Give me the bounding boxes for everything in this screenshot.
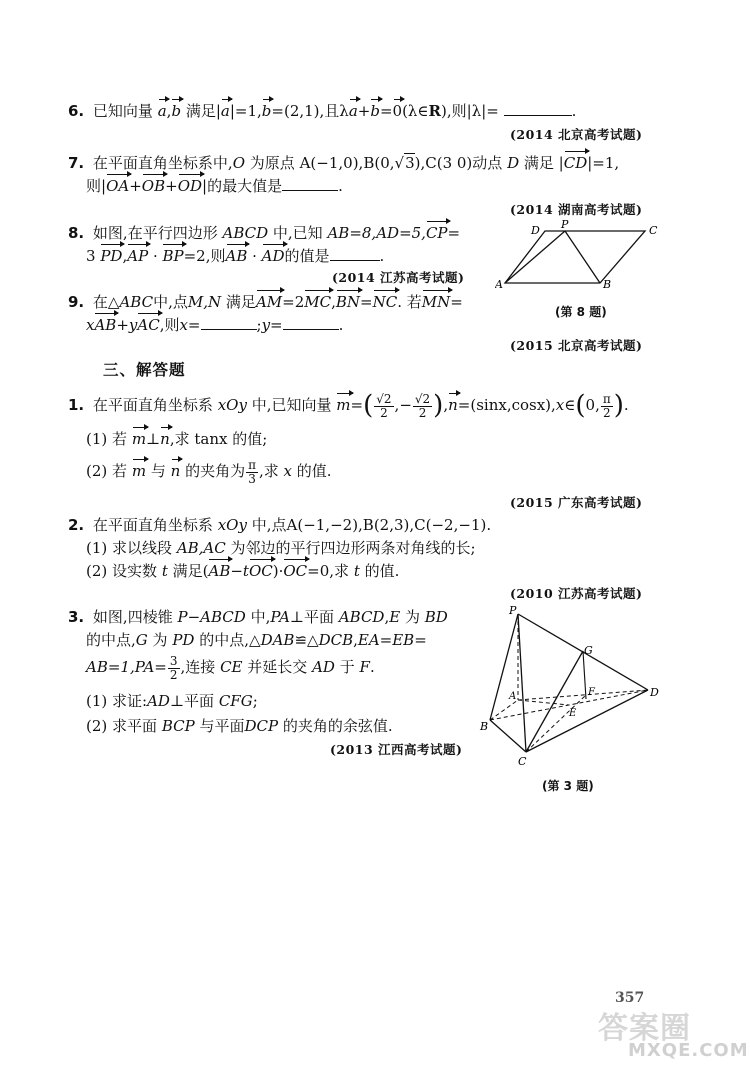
text: . bbox=[338, 316, 344, 334]
denominator: 2 bbox=[418, 405, 427, 420]
text: ; bbox=[252, 692, 258, 710]
vector-pd: PD bbox=[100, 243, 122, 270]
section-heading: 三、解答题 bbox=[103, 361, 186, 379]
problem-source: (2014 北京高考试题) bbox=[510, 127, 643, 142]
text: )· bbox=[272, 562, 284, 580]
fraction bbox=[168, 655, 180, 682]
label-c: C bbox=[518, 755, 527, 768]
problem-number: 6. bbox=[68, 102, 85, 120]
text: CFG bbox=[218, 692, 253, 710]
problem-7-line2: 则|OA+OB+OD|的最大值是 . bbox=[86, 173, 343, 200]
text: ,求 tanx 的值; bbox=[169, 430, 268, 448]
text: 为邻边的平行四边形两条对角线的长; bbox=[230, 539, 476, 557]
text: 则| bbox=[86, 177, 107, 195]
text: =(sinx,cosx), bbox=[457, 396, 556, 414]
text: 满足| bbox=[185, 102, 221, 120]
coord-system: xOy bbox=[217, 396, 247, 414]
text: ,则 bbox=[159, 316, 180, 334]
problem-source: (2010 江苏高考试题) bbox=[510, 586, 643, 601]
text: ≌△ bbox=[294, 631, 319, 649]
problem-number: 9. bbox=[68, 293, 85, 311]
points: M,N bbox=[187, 293, 222, 311]
problem-6: 6. 已知向量 a,b 满足|a|=1,b=(2,1),且λa+b=0(λ∈R),则|λ|= . bbox=[68, 98, 576, 125]
solve-3-q2 bbox=[86, 713, 393, 740]
vector-ap: AP bbox=[127, 243, 148, 270]
problem-source: (2015 广东高考试题) bbox=[510, 495, 643, 510]
text: G bbox=[135, 631, 148, 649]
problem-source: (2014 湖南高考试题) bbox=[510, 202, 643, 217]
edge-pc bbox=[518, 614, 526, 752]
text: A(−1,0),B(0, bbox=[299, 154, 395, 172]
text: = bbox=[447, 224, 461, 242]
text: 在△ bbox=[92, 293, 120, 311]
vector-m: m bbox=[336, 392, 350, 419]
text: (2) 若 bbox=[86, 462, 128, 480]
text: (λ∈ bbox=[402, 102, 429, 120]
point-d: D bbox=[507, 154, 520, 172]
text: |=1, bbox=[587, 154, 620, 172]
text: (1) 求证: bbox=[86, 692, 148, 710]
text: 中,已知 bbox=[272, 224, 323, 242]
text: 为原点 bbox=[249, 154, 295, 172]
text: . bbox=[369, 658, 375, 676]
segment-ap bbox=[505, 231, 565, 283]
denominator: 2 bbox=[380, 405, 388, 420]
text: =2,则 bbox=[183, 247, 226, 265]
vector-a: a bbox=[158, 98, 167, 125]
edge-bc bbox=[490, 720, 526, 752]
edge-ae bbox=[518, 700, 569, 705]
answer-blank[interactable] bbox=[504, 99, 572, 116]
text: ,求 bbox=[258, 462, 279, 480]
text: 的夹角的余弦值. bbox=[282, 717, 393, 735]
text: 在平面直角坐标系 bbox=[92, 516, 213, 534]
text: 的值是 bbox=[284, 247, 330, 265]
vector-cd: CD bbox=[564, 150, 588, 177]
text: 与 bbox=[150, 462, 166, 480]
text: P−ABCD bbox=[177, 608, 246, 626]
problem-7: 7. 在平面直角坐标系中,O 为原点 A(−1,0),B(0,√3),C(3 0)动点 D 满足 |CD|=1, bbox=[68, 150, 619, 177]
text: =2 bbox=[282, 293, 305, 311]
text: AB,AC bbox=[176, 539, 226, 557]
text: AD bbox=[312, 658, 335, 676]
vector-ac: AC bbox=[137, 312, 159, 339]
problem-number: 3. bbox=[68, 608, 85, 626]
text: 3 bbox=[86, 247, 96, 265]
text: ),则|λ|= bbox=[441, 102, 499, 120]
text: 中,点 bbox=[153, 293, 188, 311]
text: A(−1,−2),B(2,3),C(−2,−1). bbox=[286, 516, 492, 534]
solve-3-line3 bbox=[86, 654, 375, 682]
text: ; bbox=[256, 316, 262, 334]
vector-ob: OB bbox=[142, 173, 165, 200]
fraction bbox=[413, 393, 432, 420]
text: DCB bbox=[318, 631, 354, 649]
vector-ab: AB bbox=[208, 558, 230, 585]
parallelogram-outline bbox=[505, 231, 645, 283]
denominator: 3 bbox=[248, 471, 256, 486]
label-a: A bbox=[495, 278, 503, 291]
text: y= bbox=[261, 316, 283, 334]
vector-mn: MN bbox=[422, 289, 450, 316]
triangle-name: ABC bbox=[119, 293, 154, 311]
text: ),C(3 0)动点 bbox=[414, 154, 503, 172]
text: 的中点,△ bbox=[199, 631, 261, 649]
text: =0,求 bbox=[307, 562, 350, 580]
text: BD bbox=[424, 608, 448, 626]
vector-b: b bbox=[171, 98, 181, 125]
text: 在平面直角坐标系 bbox=[92, 396, 213, 414]
text: DAB bbox=[260, 631, 295, 649]
text: x= bbox=[179, 316, 201, 334]
text: = bbox=[350, 396, 364, 414]
text: , bbox=[353, 631, 358, 649]
point-o: O bbox=[232, 154, 246, 172]
variable-t: t bbox=[353, 562, 360, 580]
vector-nc: NC bbox=[373, 289, 398, 316]
vector-n: n bbox=[160, 426, 170, 453]
label-d: D bbox=[650, 686, 659, 699]
vector-ab: AB bbox=[94, 312, 116, 339]
vector-a: a bbox=[221, 98, 230, 125]
text: 已知向量 bbox=[92, 102, 153, 120]
text: (1) 若 bbox=[86, 430, 128, 448]
label-b: B bbox=[603, 278, 612, 291]
vector-m: m bbox=[132, 426, 146, 453]
segment-pb bbox=[565, 231, 600, 283]
text: EA=EB= bbox=[357, 631, 427, 649]
text: F bbox=[359, 658, 370, 676]
text: |=1, bbox=[229, 102, 262, 120]
edge-gf bbox=[583, 651, 586, 699]
text: , bbox=[331, 293, 336, 311]
text: 中, bbox=[250, 608, 271, 626]
vector-oc: OC bbox=[283, 558, 307, 585]
text: . bbox=[338, 177, 343, 195]
solve-3-line2 bbox=[86, 627, 427, 654]
text: 并延长交 bbox=[247, 658, 308, 676]
edge-pb bbox=[490, 614, 518, 720]
shape-name: ABCD bbox=[222, 224, 269, 242]
text: . 若 bbox=[397, 293, 422, 311]
problem-number: 2. bbox=[68, 516, 85, 534]
vector-b: b bbox=[262, 98, 272, 125]
text: ⊥平面 bbox=[169, 692, 215, 710]
text: E bbox=[389, 608, 401, 626]
solve-1-q1 bbox=[86, 426, 267, 453]
text: = bbox=[379, 102, 393, 120]
vector-b: b bbox=[370, 98, 380, 125]
solve-2-q2 bbox=[86, 558, 399, 585]
numerator: π bbox=[248, 457, 256, 472]
vector-am: AM bbox=[256, 289, 282, 316]
text: AB=1,PA= bbox=[86, 658, 167, 676]
vector-ad: AD bbox=[262, 243, 285, 270]
problem-source: (2014 江苏高考试题) bbox=[332, 270, 465, 285]
problem-number: 8. bbox=[68, 224, 85, 242]
watermark-logo: 答案圈 bbox=[598, 1011, 691, 1046]
label-c: C bbox=[649, 224, 658, 237]
vector-ab: AB bbox=[226, 243, 248, 270]
text: 满足( bbox=[172, 562, 209, 580]
text: 满足 bbox=[225, 293, 256, 311]
vector-bp: BP bbox=[162, 243, 183, 270]
page-number: 357 bbox=[615, 990, 645, 1006]
text: (2) 求平面 bbox=[86, 717, 158, 735]
numerator: 3 bbox=[169, 653, 178, 668]
fraction bbox=[246, 459, 258, 486]
text: 于 bbox=[339, 658, 355, 676]
label-e: E bbox=[569, 708, 577, 719]
problem-source: (2013 江西高考试题) bbox=[330, 742, 463, 757]
label-g: G bbox=[584, 644, 593, 657]
real-set: R bbox=[428, 102, 442, 120]
problem-8-line2: 3 PD,AP · BP=2,则AB · AD的值是 . bbox=[86, 243, 384, 270]
text: 与平面 bbox=[199, 717, 245, 735]
text: 的夹角为 bbox=[185, 462, 246, 480]
text: BCP bbox=[161, 717, 195, 735]
problem-9-line2 bbox=[86, 312, 343, 339]
problem-source: (2015 北京高考试题) bbox=[510, 338, 643, 353]
text: (2) 设实数 bbox=[86, 562, 158, 580]
vector-od: OD bbox=[178, 173, 202, 200]
text: CE bbox=[220, 658, 243, 676]
text: AB=8,AD=5, bbox=[327, 224, 426, 242]
text: ⊥平面 bbox=[289, 608, 335, 626]
coord-system: xOy bbox=[217, 516, 247, 534]
text: 的值. bbox=[296, 462, 332, 480]
vector-a: a bbox=[349, 98, 358, 125]
text: 如图,四棱锥 bbox=[92, 608, 173, 626]
answer-blank-x[interactable] bbox=[201, 313, 257, 330]
text: =(2,1),且λ bbox=[271, 102, 349, 120]
text: 为 bbox=[404, 608, 420, 626]
solve-1-q2: (2) 若 m 与 n 的夹角为 $\frac{\pi}{3}$ ,求 x 的值. bbox=[86, 457, 332, 486]
edge-cd bbox=[526, 690, 648, 752]
text: ABCD bbox=[338, 608, 385, 626]
fraction bbox=[374, 393, 393, 420]
numerator: √2 bbox=[414, 391, 431, 406]
text: +y bbox=[116, 316, 138, 334]
label-b: B bbox=[480, 720, 489, 733]
solve-problem-1: 1. 在平面直角坐标系 xOy 中,已知向量 m=( $\frac{√2}{2}$ ,− $\frac{√2}{2}$ ),n=(sinx,cosx),x∈(0, $\frac{\pi}{2}$ ). bbox=[68, 390, 629, 421]
text: 为 bbox=[152, 631, 168, 649]
text: x bbox=[86, 316, 95, 334]
text: = bbox=[450, 293, 463, 311]
text: PA bbox=[270, 608, 290, 626]
vector-oc: OC bbox=[249, 558, 273, 585]
vector-bn: BN bbox=[336, 289, 360, 316]
text: 满足 | bbox=[523, 154, 564, 172]
label-p: P bbox=[561, 218, 569, 231]
figure-pyramid bbox=[478, 602, 678, 772]
fraction bbox=[601, 393, 613, 420]
text: 中,已知向量 bbox=[251, 396, 332, 414]
answer-blank[interactable] bbox=[282, 174, 338, 191]
vector-m: m bbox=[132, 458, 146, 485]
text: 如图,在平行四边形 bbox=[92, 224, 218, 242]
text: ⊥ bbox=[146, 430, 161, 448]
figure-caption: (第 3 题) bbox=[542, 779, 594, 793]
text: 在平面直角坐标系中, bbox=[92, 154, 233, 172]
vector-oa: OA bbox=[106, 173, 129, 200]
answer-blank[interactable] bbox=[330, 244, 380, 261]
label-f: F bbox=[588, 687, 595, 698]
text: 的中点, bbox=[86, 631, 136, 649]
vector-n: n bbox=[448, 392, 458, 419]
numerator: π bbox=[602, 391, 611, 406]
vector-n: n bbox=[171, 458, 181, 485]
text: 中,点 bbox=[251, 516, 287, 534]
text: AD bbox=[147, 692, 170, 710]
variable-t: t bbox=[161, 562, 168, 580]
denominator: 2 bbox=[169, 667, 178, 682]
label-p: P bbox=[509, 604, 517, 617]
problem-number: 1. bbox=[68, 396, 85, 414]
vector-cp: CP bbox=[426, 220, 448, 247]
vector-mc: MC bbox=[304, 289, 331, 316]
text: . bbox=[571, 102, 577, 120]
text: −t bbox=[230, 562, 249, 580]
figure-caption: (第 8 题) bbox=[555, 305, 607, 319]
text: ,连接 bbox=[180, 658, 216, 676]
text: DCP bbox=[244, 717, 279, 735]
denominator: 2 bbox=[602, 405, 611, 420]
text: PD bbox=[172, 631, 195, 649]
zero-vector: 0 bbox=[393, 98, 403, 125]
label-a: A bbox=[509, 691, 517, 702]
sqrt-value: 3 bbox=[405, 154, 415, 172]
problem-number: 7. bbox=[68, 154, 85, 172]
text: |的最大值是 bbox=[202, 177, 283, 195]
text: = bbox=[360, 293, 373, 311]
text: (1) 求以线段 bbox=[86, 539, 173, 557]
text: 的值. bbox=[364, 562, 400, 580]
numerator: √2 bbox=[376, 391, 392, 406]
answer-blank-y[interactable] bbox=[283, 313, 339, 330]
text: x∈ bbox=[555, 396, 576, 414]
label-d: D bbox=[531, 224, 540, 237]
watermark-url: MXQE.COM bbox=[628, 1040, 749, 1061]
text: . bbox=[379, 247, 385, 265]
solve-3-q1 bbox=[86, 688, 258, 715]
text: , bbox=[384, 608, 390, 626]
